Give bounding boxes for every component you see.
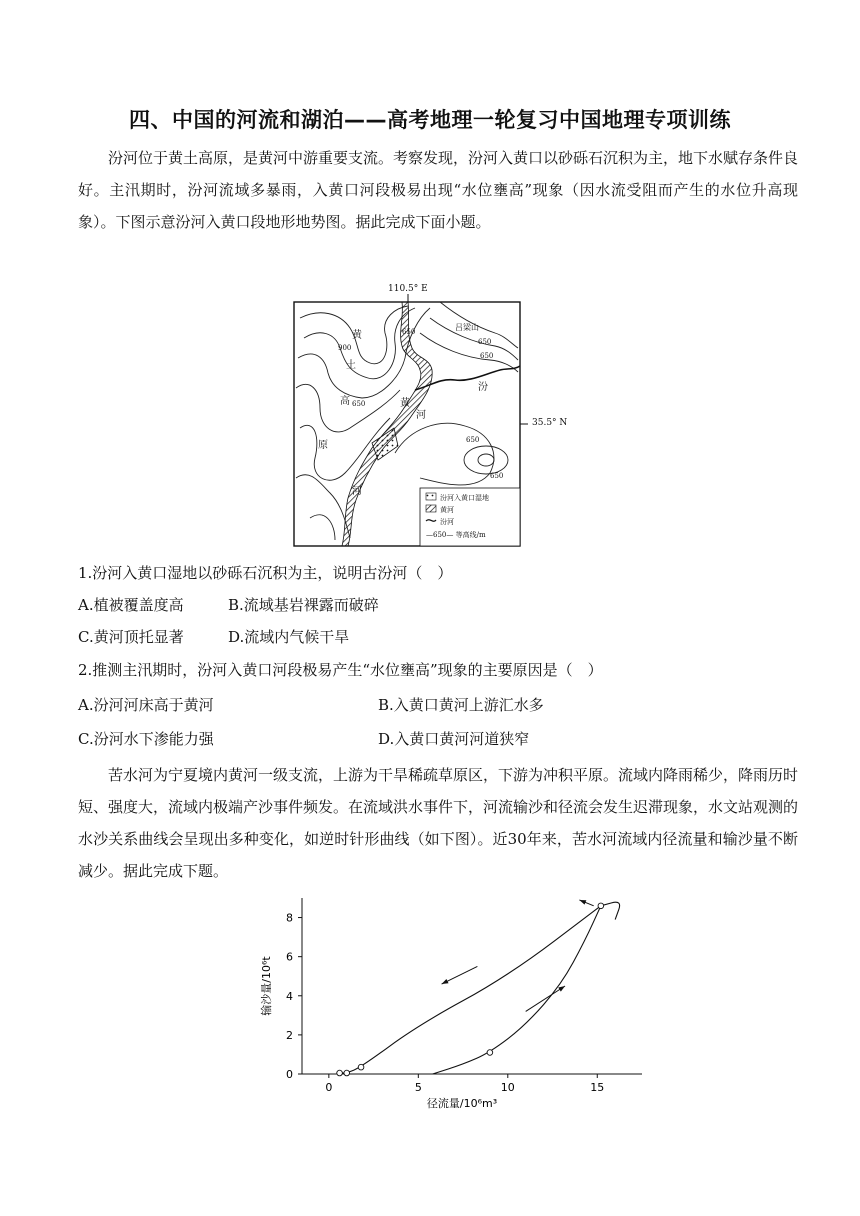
contour-label-6: 650 bbox=[466, 436, 480, 444]
passage-kushui: 苦水河为宁夏境内黄河一级支流，上游为干旱稀疏草原区，下游为冲积平原。流域内降雨稀少，降雨历时短、强度大，流域内极端产沙事件频发。在流域洪水事件下，河流输沙和径流会发生迟滞现象，水文站观测的水沙关系曲线会呈现出多种变化，如逆时针形曲线（如下图）。近30年来，苦水河流域内径流量和输沙量不断减少。据此完成下题。 bbox=[78, 766, 799, 880]
q2-option-a[interactable]: A.汾河河床高于黄河 bbox=[78, 696, 214, 714]
x-tick-label-2: 10 bbox=[500, 1081, 515, 1094]
q1-option-b[interactable]: B.流域基岩裸露而破碎 bbox=[228, 596, 379, 614]
map-label-yuan: 原 bbox=[318, 440, 328, 451]
x-tick-label-3: 15 bbox=[590, 1081, 605, 1094]
x-tick-label-1: 5 bbox=[414, 1081, 422, 1094]
map-label-lvliang: 吕梁山 bbox=[455, 323, 479, 332]
lon-label: 110.5° E bbox=[388, 284, 428, 294]
x-tick-label-0: 0 bbox=[325, 1081, 333, 1094]
sediment-runoff-chart bbox=[250, 888, 660, 1124]
contour-label-1: 650 bbox=[402, 328, 416, 336]
map-river-fen: 汾 bbox=[478, 382, 488, 393]
legend-huanghe: 黄河 bbox=[440, 506, 454, 514]
q2-option-b[interactable]: B.入黄口黄河上游汇水多 bbox=[378, 696, 544, 714]
data-point-3 bbox=[344, 1070, 350, 1076]
page-title: 四、中国的河流和湖泊——高考地理一轮复习中国地理专项训练 bbox=[129, 108, 731, 132]
arrow-top-head bbox=[579, 900, 586, 905]
contour-label-4: 650 bbox=[478, 338, 492, 346]
x-axis-label: 径流量/10⁶m³ bbox=[426, 1097, 498, 1110]
contour-label-7: 650 bbox=[490, 472, 504, 480]
y-tick-label-1: 2 bbox=[286, 1028, 293, 1042]
y-tick-label-3: 6 bbox=[286, 950, 293, 964]
q1-option-d[interactable]: D.流域内气候干旱 bbox=[228, 628, 350, 646]
q2-option-c[interactable]: C.汾河水下渗能力强 bbox=[78, 730, 214, 748]
q1-option-c[interactable]: C.黄河顶托显著 bbox=[78, 628, 184, 646]
arrow-rising bbox=[526, 986, 565, 1011]
data-point-2 bbox=[358, 1064, 364, 1070]
legend-contour: —650— 等高线/m bbox=[426, 531, 486, 539]
y-tick-label-0: 0 bbox=[286, 1068, 293, 1081]
data-point-4 bbox=[337, 1070, 343, 1076]
y-axis-label: 输沙量/10⁶t bbox=[260, 956, 273, 1016]
fenhe-map bbox=[290, 278, 530, 550]
map-label-gao: 高 bbox=[340, 396, 350, 407]
map-river-he: 河 bbox=[416, 410, 426, 421]
y-tick-label-2: 4 bbox=[286, 989, 293, 1003]
q2-option-d[interactable]: D.入黄口黄河河道狭窄 bbox=[378, 730, 530, 748]
contour-label-5: 650 bbox=[480, 352, 494, 360]
map-label-huang: 黄 bbox=[352, 330, 362, 341]
series-rising-limb bbox=[433, 906, 601, 1074]
legend-wetland: 汾河入黄口湿地 bbox=[440, 494, 489, 502]
passage-fenhe: 汾河位于黄土高原，是黄河中游重要支流。考察发现，汾河入黄口以砂砾石沉积为主，地下水赋存条件良好。主汛期时，汾河流域多暴雨，入黄口河段极易出现“水位壅高”现象（因水流受阻而产生的水位升高现象）。下图示意汾河入黄口段地形地势图。据此完成下面小题。 bbox=[78, 149, 799, 231]
data-point-0 bbox=[598, 903, 604, 909]
legend-fenhe: 汾河 bbox=[440, 518, 454, 526]
map-label-tu: 土 bbox=[346, 360, 356, 371]
question-2-stem: 2.推测主汛期时，汾河入黄口河段极易产生“水位壅高”现象的主要原因是（ ） bbox=[78, 661, 603, 679]
contour-label-3: 650 bbox=[352, 400, 366, 408]
question-1-stem: 1.汾河入黄口湿地以砂砾石沉积为主，说明古汾河（ ） bbox=[78, 564, 453, 582]
arrow-falling-head bbox=[442, 979, 449, 984]
lat-label: 35.5° N bbox=[532, 418, 568, 428]
arrow-rising-head bbox=[558, 986, 565, 992]
map-river-he-lower: 河 bbox=[352, 486, 362, 497]
map-river-huang: 黄 bbox=[400, 398, 410, 409]
q1-option-a[interactable]: A.植被覆盖度高 bbox=[78, 596, 184, 614]
contour-label-2: 900 bbox=[338, 344, 352, 352]
y-tick-label-4: 8 bbox=[286, 911, 293, 925]
data-point-1 bbox=[487, 1050, 493, 1056]
